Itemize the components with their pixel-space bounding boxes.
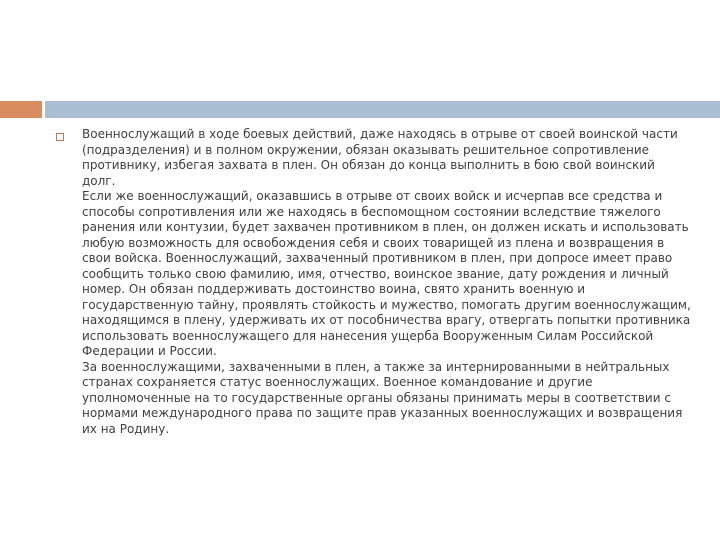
square-bullet-icon xyxy=(56,133,64,141)
accent-bar-right xyxy=(45,101,720,118)
paragraph-2: Если же военнослужащий, оказавшись в отрыве от своих войск и исчерпав все средства и способы сопротивления или же находясь в беспомощном состоянии вследствие тяжелого ранения или контузии, будет захвачен противником в плен, он должен искать и использовать любую возможность для освобождения себя и своих товарищей из плена и возвращения в свои войска. Военнослужащий, захваченный противником в плен, при допросе имеет право сообщить только свою фамилию, имя, отчество, воинское звание, дату рождения и личный номер. Он обязан поддерживать достоинство воина, свято хранить военную и государственную тайну, проявлять стойкость и мужество, помогать другим военнослужащим, находящимся в плену, удерживать их от пособничества врагу, отвергать попытки противника использовать военнослужащего для нанесения ущерба Вооруженным Силам Российской Федерации и России. xyxy=(82,189,691,358)
slide-body-text xyxy=(82,127,692,437)
paragraph-1: Военнослужащий в ходе боевых действий, даже находясь в отрыве от своей воинской части (подразделения) и в полном окружении, обязан оказывать решительное сопротивление противнику, избегая захвата в плен. Он обязан до конца выполнить в бою свой воинский долг. xyxy=(82,127,678,188)
paragraph-3: За военнослужащими, захваченными в плен, а также за интернированными в нейтральных странах сохраняется статус военнослужащих. Военное командование и другие уполномоченные на то государственные органы обязаны принимать меры в соответствии с нормами международного права по защите прав указанных военнослужащих и возвращения их на Родину. xyxy=(82,359,683,436)
accent-bar-left xyxy=(0,101,42,118)
